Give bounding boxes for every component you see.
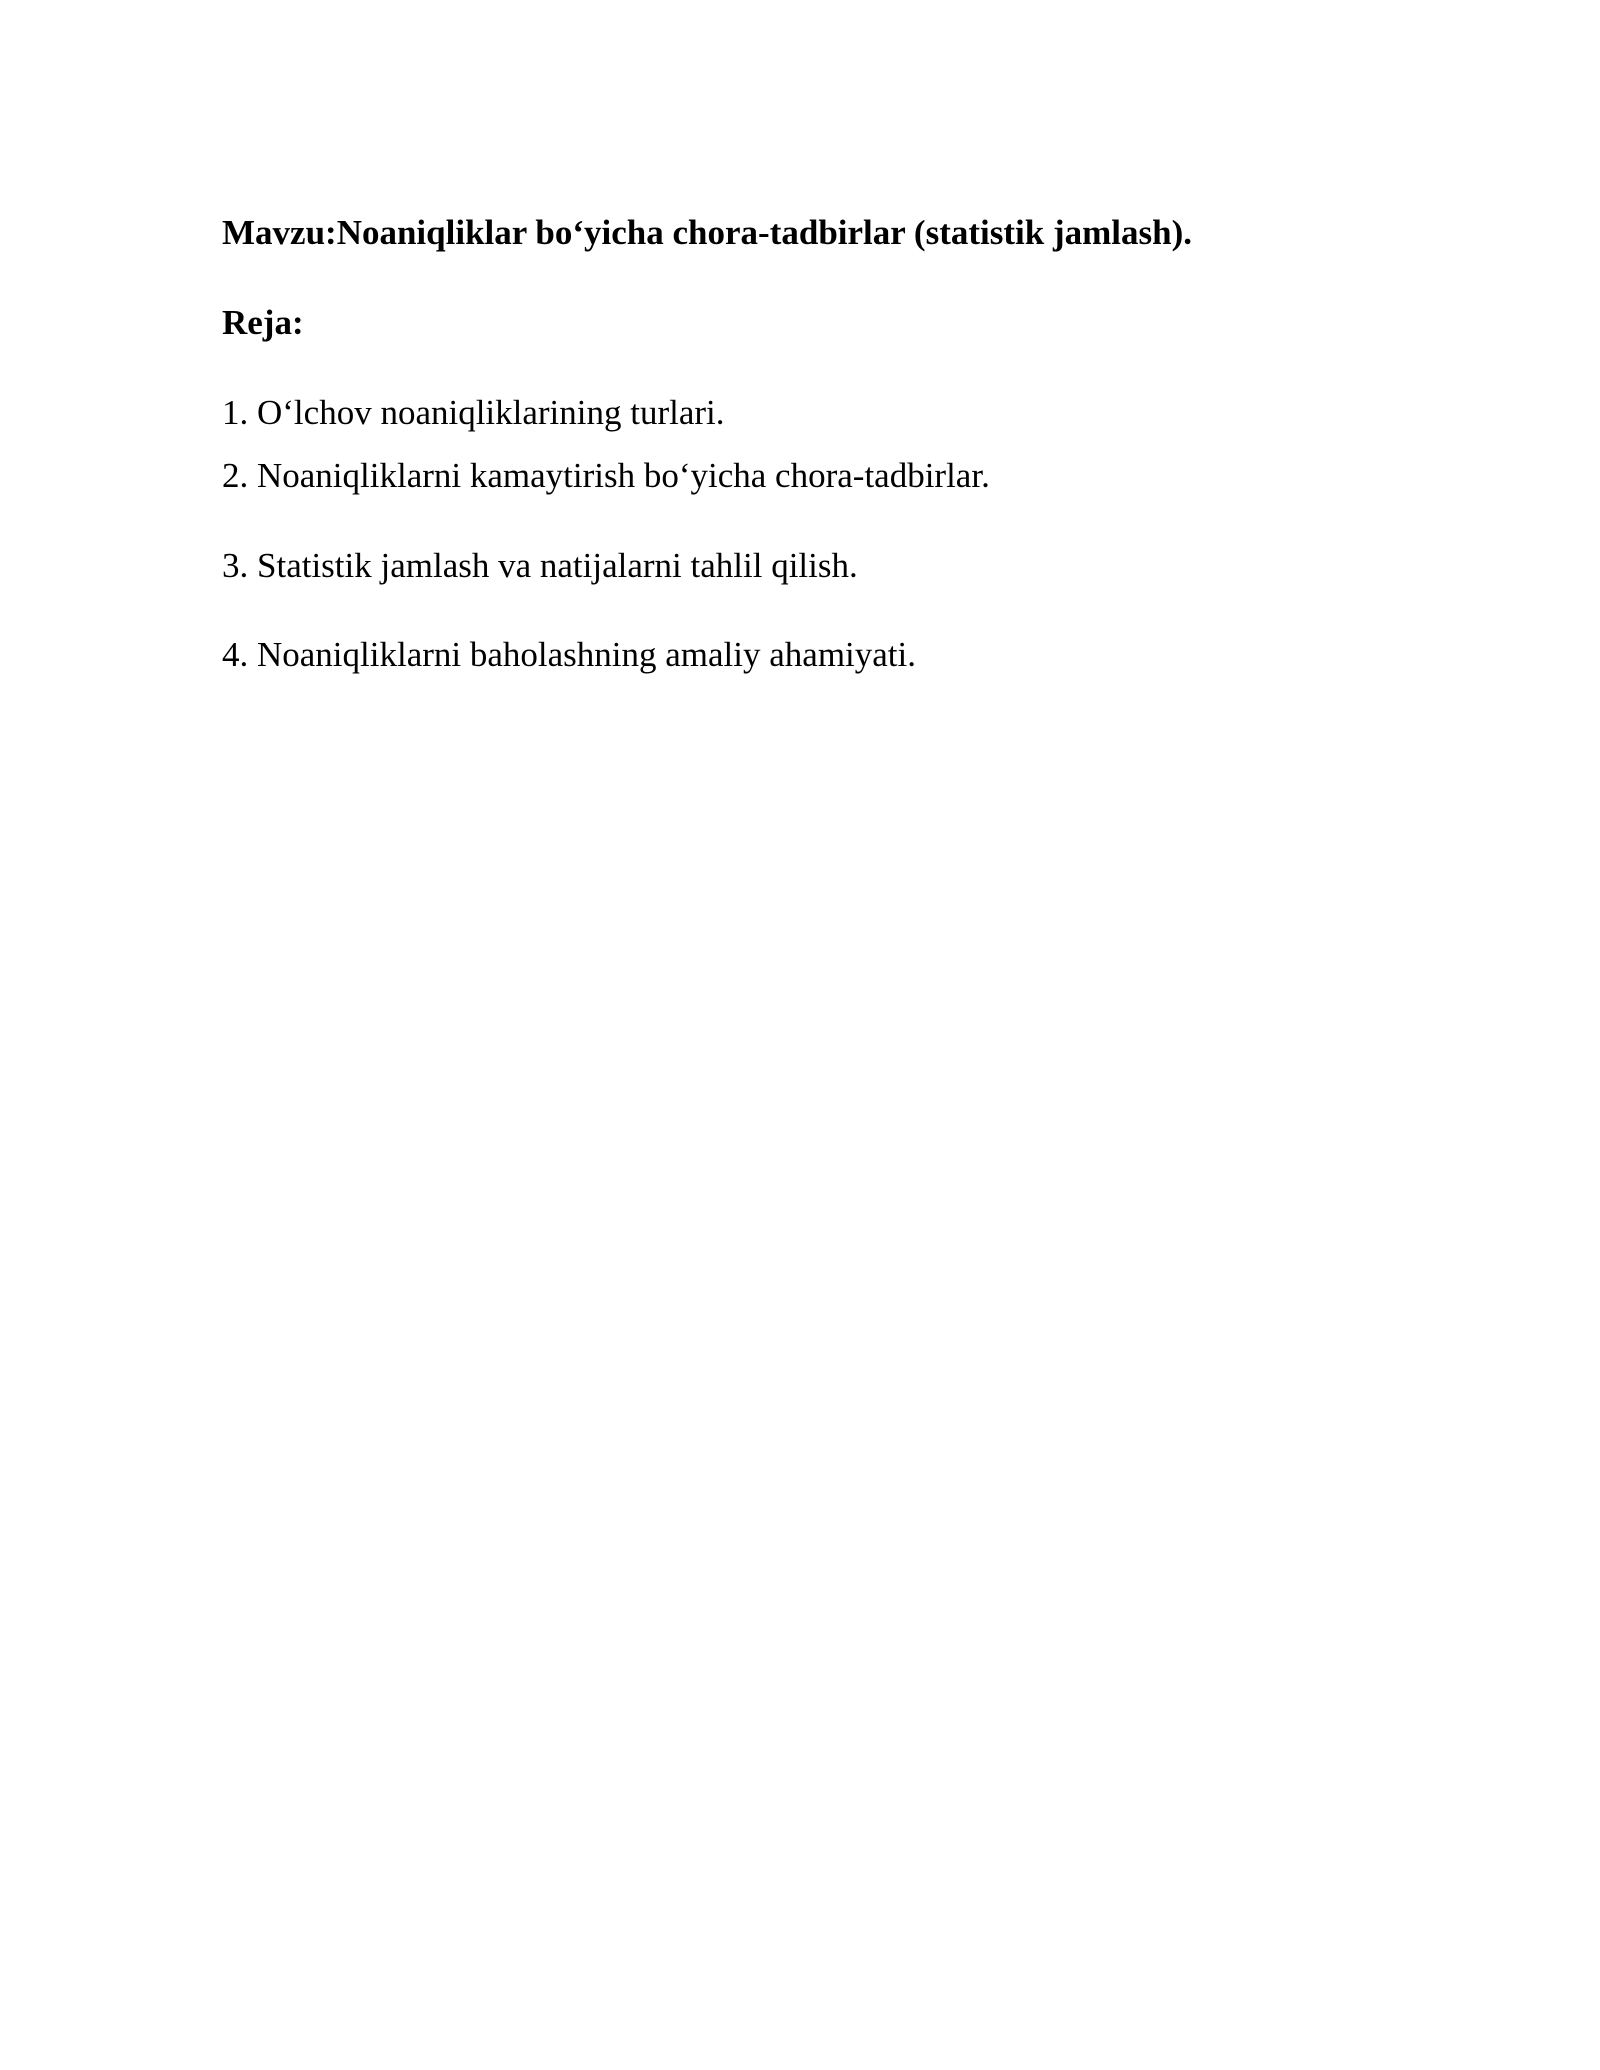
document-title: Mavzu:Noaniqliklar bo‘yicha chora-tadbirlar (statistik jamlash). — [222, 213, 1192, 252]
plan-item: 4. Noaniqliklarni baholashning amaliy ahamiyati. — [222, 635, 917, 674]
plan-item: 2. Noaniqliklarni kamaytirish bo‘yicha chora-tadbirlar. — [222, 456, 990, 495]
plan-item: 3. Statistik jamlash va natijalarni tahlil qilish. — [222, 546, 858, 585]
plan-item: 1. O‘lchov noaniqliklarining turlari. — [222, 393, 725, 432]
plan-heading: Reja: — [222, 303, 304, 342]
